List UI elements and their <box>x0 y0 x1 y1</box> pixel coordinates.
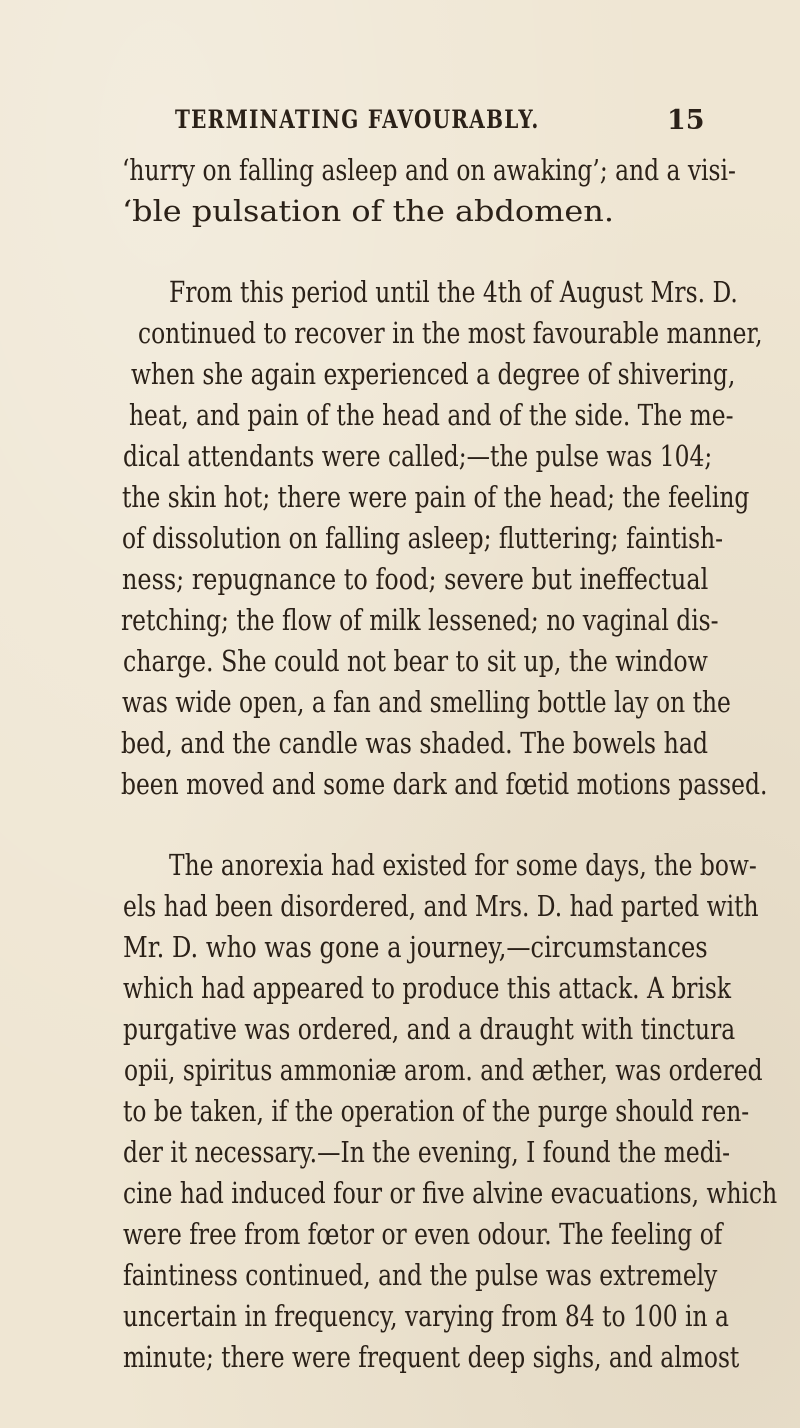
text-line: minute; there were frequent deep sighs, and almost <box>123 1341 740 1374</box>
text-line: els had been disordered, and Mrs. D. had parted with <box>123 890 759 923</box>
text-line: ‘ble pulsation of the abdomen. <box>122 195 614 228</box>
text-line: opii, spiritus ammoniæ arom. and æther, was ordered <box>124 1054 763 1087</box>
text-line: which had appeared to produce this attack. A brisk <box>123 972 732 1005</box>
text-line: heat, and pain of the head and of the side. The me- <box>129 399 734 432</box>
text-line: of dissolution on falling asleep; fluttering; faintish- <box>122 522 724 555</box>
text-line: purgative was ordered, and a draught with tinctura <box>123 1013 736 1046</box>
text-line: The anorexia had existed for some days, the bow- <box>169 849 757 882</box>
text-line: dical attendants were called;—the pulse was 104; <box>123 440 713 473</box>
text-line: when she again experienced a degree of shivering, <box>131 358 736 391</box>
text-line: Mr. D. who was gone a journey,—circumstances <box>123 931 708 964</box>
running-title: TERMINATING FAVOURABLY. <box>175 105 540 134</box>
text-line: ness; repugnance to food; severe but ineffectual <box>122 563 709 596</box>
text-line: bed, and the candle was shaded. The bowels had <box>121 727 709 760</box>
text-line: cine had induced four or five alvine evacuations, which <box>123 1177 778 1210</box>
text-line: to be taken, if the operation of the purge should ren- <box>123 1095 750 1128</box>
text-line: were free from fœtor or even odour. The feeling of <box>123 1218 723 1251</box>
text-line: faintiness continued, and the pulse was extremely <box>123 1259 718 1292</box>
text-line: der it necessary.—In the evening, I found the medi- <box>123 1136 731 1169</box>
text-line: uncertain in frequency, varying from 84 to 100 in a <box>123 1300 729 1333</box>
text-line: From this period until the 4th of August Mrs. D. <box>169 276 738 309</box>
text-line: ‘hurry on falling asleep and on awaking’; and a visi- <box>122 154 736 187</box>
page-number: 15 <box>667 105 705 136</box>
text-line: continued to recover in the most favourable manner, <box>138 317 763 350</box>
text-line: been moved and some dark and fœtid motions passed. <box>121 768 768 801</box>
text-line: retching; the flow of milk lessened; no vaginal dis- <box>121 604 719 637</box>
page-header <box>0 105 800 145</box>
text-line: the skin hot; there were pain of the head; the feeling <box>122 481 750 514</box>
text-line: charge. She could not bear to sit up, the window <box>123 645 708 678</box>
text-line: was wide open, a fan and smelling bottle lay on the <box>122 686 731 719</box>
